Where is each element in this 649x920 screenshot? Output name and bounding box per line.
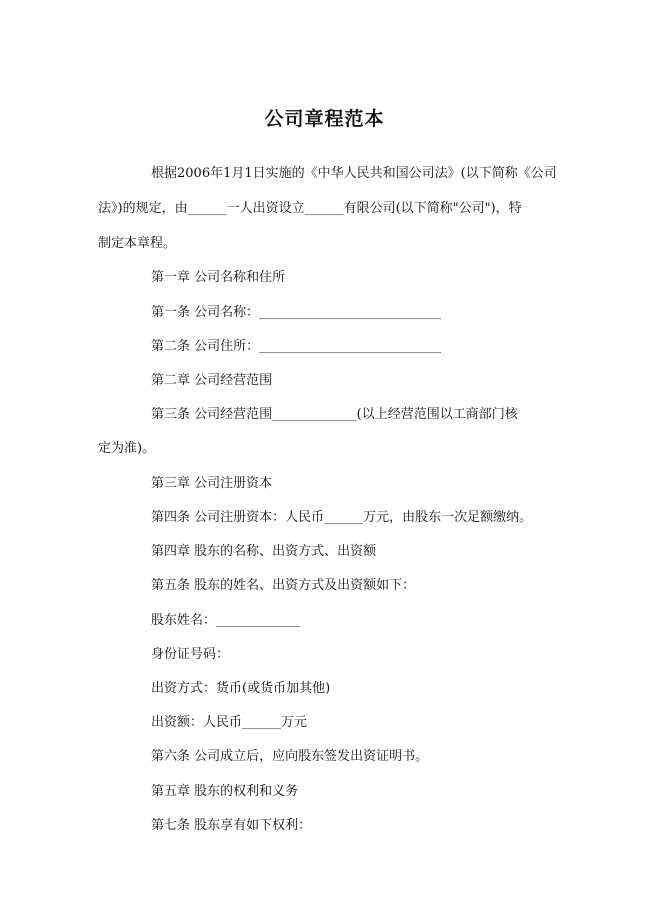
article-line: 第三条 公司经营范围_____________(以上经营范围以工商部门核 [151, 407, 518, 422]
article-line: 第二条 公司住所：____________________________ [151, 339, 442, 354]
chapter-heading: 第四章 股东的名称、出资方式、出资额 [151, 544, 377, 559]
chapter-heading: 第一章 公司名称和住所 [151, 270, 286, 285]
article-line: 第六条 公司成立后，应向股东签发出资证明书。 [151, 749, 429, 764]
form-field-line: 出资方式：货币(或货币加其他) [151, 681, 331, 696]
article-line: 第四条 公司注册资本：人民币______万元，由股东一次足额缴纳。 [151, 510, 533, 525]
chapter-heading: 第三章 公司注册资本 [151, 476, 273, 491]
article-line: 第七条 股东享有如下权利： [151, 818, 312, 833]
article-line: 定为准)。 [98, 441, 156, 456]
chapter-heading: 第五章 股东的权利和义务 [151, 784, 299, 799]
article-line: 第五条 股东的姓名、出资方式及出资额如下： [151, 578, 416, 593]
paragraph-line: 法》)的规定，由______一人出资设立______有限公司(以下简称"公司")，特 [98, 201, 522, 216]
form-field-line: 出资额：人民币______万元 [151, 715, 308, 730]
paragraph-line: 制定本章程。 [98, 236, 177, 251]
form-field-line: 股东姓名：_____________ [151, 613, 301, 628]
document-title: 公司章程范本 [264, 108, 385, 130]
article-line: 第一条 公司名称：____________________________ [151, 305, 442, 320]
chapter-heading: 第二章 公司经营范围 [151, 373, 273, 388]
form-field-line: 身份证号码： [151, 647, 230, 662]
paragraph-line: 根据2006年1月1日实施的《中华人民共和国公司法》(以下简称《公司 [151, 166, 557, 181]
